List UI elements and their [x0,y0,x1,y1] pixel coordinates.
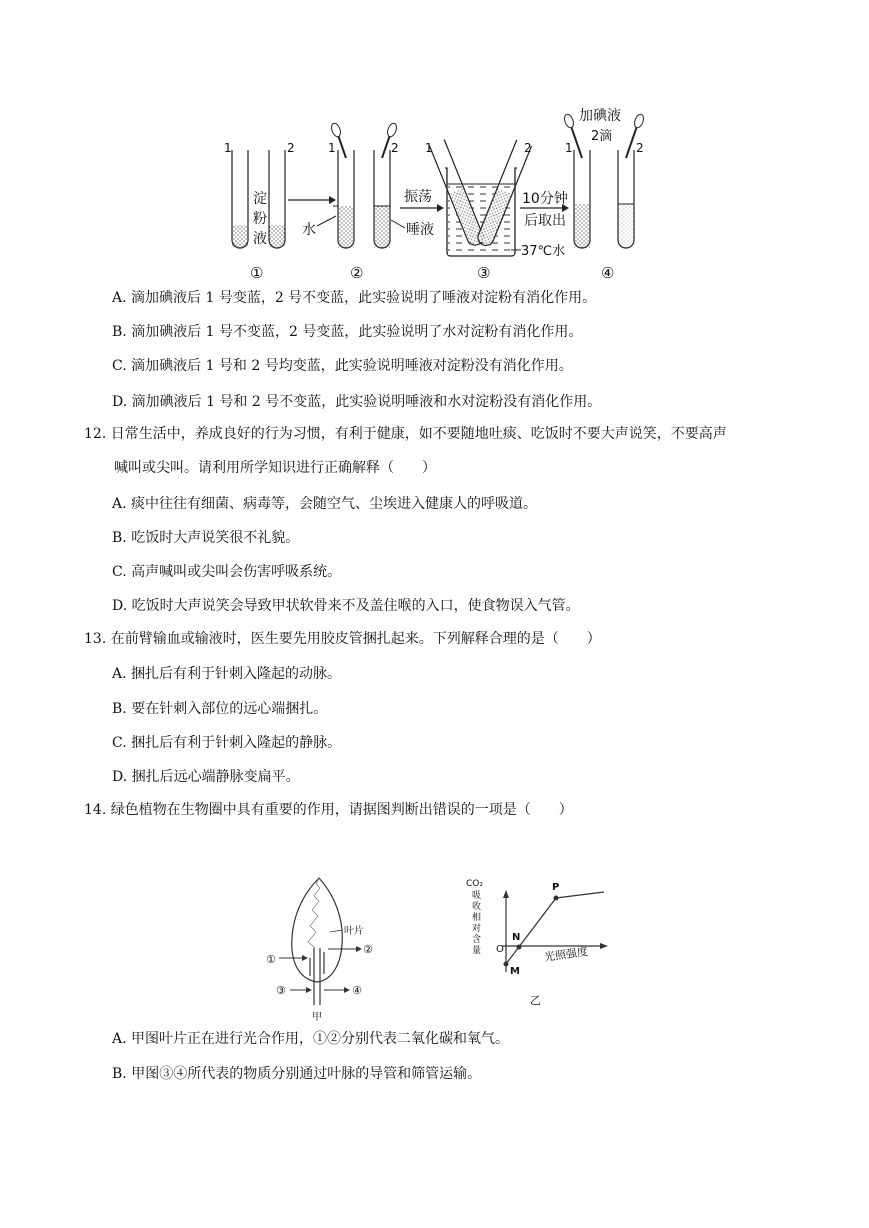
step4-tubes [563,107,645,282]
leaf-arrow-3-label: ③ [276,984,286,997]
leaf-outline [292,878,342,982]
graph-y-label-2: 收 [472,902,482,912]
q11-option-d: D. 滴加碘液后 1 号和 2 号不变蓝，此实验说明唾液和水对淀粉没有消化作用。 [112,394,602,410]
iodine-label-2: 2滴 [591,129,613,144]
point-o-label: O [496,944,504,955]
iodine-label-1: 加碘液 [579,108,621,124]
q13-option-b: B. 要在针刺入部位的远心端捆扎。 [112,701,328,717]
graph-y-label-3: 相 [472,913,482,923]
q14-option-a: A. 甲图叶片正在进行光合作用，①②分别代表二氧化碳和氧气。 [112,1031,510,1047]
point-m-mark [504,962,509,967]
starch-experiment-figure [215,100,655,285]
graph-y-label-1: 吸 [472,891,482,901]
point-m-label: M [510,966,520,977]
starch-label-3: 液 [253,231,267,247]
q12-option-b: B. 吃饭时大声说笑很不礼貌。 [112,530,300,546]
leaf-caption: 甲 [312,1012,322,1023]
graph-y-label-co2: CO₂ [466,879,483,889]
starch-label-2: 粉 [253,211,267,227]
graph-y-label-4: 对 [472,924,482,934]
q13-option-d: D. 捆扎后远心端静脉变扁平。 [112,769,300,785]
time-label-1: 10分钟 [522,191,568,207]
tube-1-label-s2: 1 [328,141,336,155]
graph-y-label-6: 量 [472,946,482,956]
step1-tubes [224,141,295,282]
q12-stem-line1: 12. 日常生活中，养成良好的行为习惯，有利于健康，如不要随地吐痰、吃饭时不要大声说笑，不要高声 [84,426,727,442]
leaf-arrow-4-label: ④ [352,984,362,997]
step-1-label: ① [250,264,264,282]
graph-x-label: 光照强度 [543,944,589,964]
step-3-label: ③ [477,264,491,282]
graph-y-label-5: 含 [472,935,482,945]
step-4-label: ④ [601,264,615,282]
tube-2-label-s4: 2 [636,141,644,155]
point-n-label: N [512,932,521,943]
leaf-arrow-1-label: ① [266,953,276,966]
q14-option-b: B. 甲图③④所代表的物质分别通过叶脉的导管和筛管运输。 [112,1066,482,1082]
q12-option-d: D. 吃饭时大声说笑会导致甲状软骨来不及盖住喉的入口，使食物误入气管。 [112,598,580,614]
co2-graph-figure [466,868,616,1008]
q13-option-c: C. 捆扎后有利于针刺入隆起的静脉。 [112,735,342,751]
water-label: 水 [302,222,316,238]
tube-1-label: 1 [224,141,232,155]
tube-2-label-s3: 2 [524,141,532,155]
q11-option-a: A. 滴加碘液后 1 号变蓝，2 号不变蓝，此实验说明了唾液对淀粉有消化作用。 [112,290,597,306]
time-label-2: 后取出 [524,213,566,229]
q12-option-a: A. 痰中往往有细菌、病毒等，会随空气、尘埃进入健康人的呼吸道。 [112,496,538,512]
temp-label: 37℃水 [521,244,566,259]
point-n-mark [517,945,522,950]
saliva-label: 唾液 [406,222,434,238]
tube-2-label-s2: 2 [391,141,399,155]
graph-caption: 乙 [530,994,541,1007]
q11-option-c: C. 滴加碘液后 1 号和 2 号均变蓝，此实验说明唾液对淀粉没有消化作用。 [112,358,573,374]
shake-label: 振荡 [404,189,432,205]
tube-1-label-s3: 1 [425,141,433,155]
q11-option-b: B. 滴加碘液后 1 号不变蓝，2 号变蓝，此实验说明了水对淀粉有消化作用。 [112,324,583,340]
q13-option-a: A. 捆扎后有利于针刺入隆起的动脉。 [112,666,342,682]
q12-stem-line2: 喊叫或尖叫。请利用所学知识进行正确解释（ ） [114,460,436,476]
starch-label-1: 淀 [253,191,267,207]
q12-option-c: C. 高声喊叫或尖叫会伤害呼吸系统。 [112,564,342,580]
leaf-part-label: 叶片 [344,926,364,937]
point-p-label: P [552,882,560,893]
tube-1-label-s4: 1 [565,141,573,155]
q13-stem: 13. 在前臂输血或输液时，医生要先用胶皮管捆扎起来。下列解释合理的是（ ） [84,631,601,647]
leaf-arrow-2-label: ② [363,943,373,956]
leaf-figure [262,870,387,1025]
step3-beaker [425,140,565,282]
step-2-label: ② [350,264,364,282]
q14-stem: 14. 绿色植物在生物圈中具有重要的作用，请据图判断出错误的一项是（ ） [84,802,573,818]
tube-2-label: 2 [287,141,295,155]
point-p-mark [554,896,559,901]
